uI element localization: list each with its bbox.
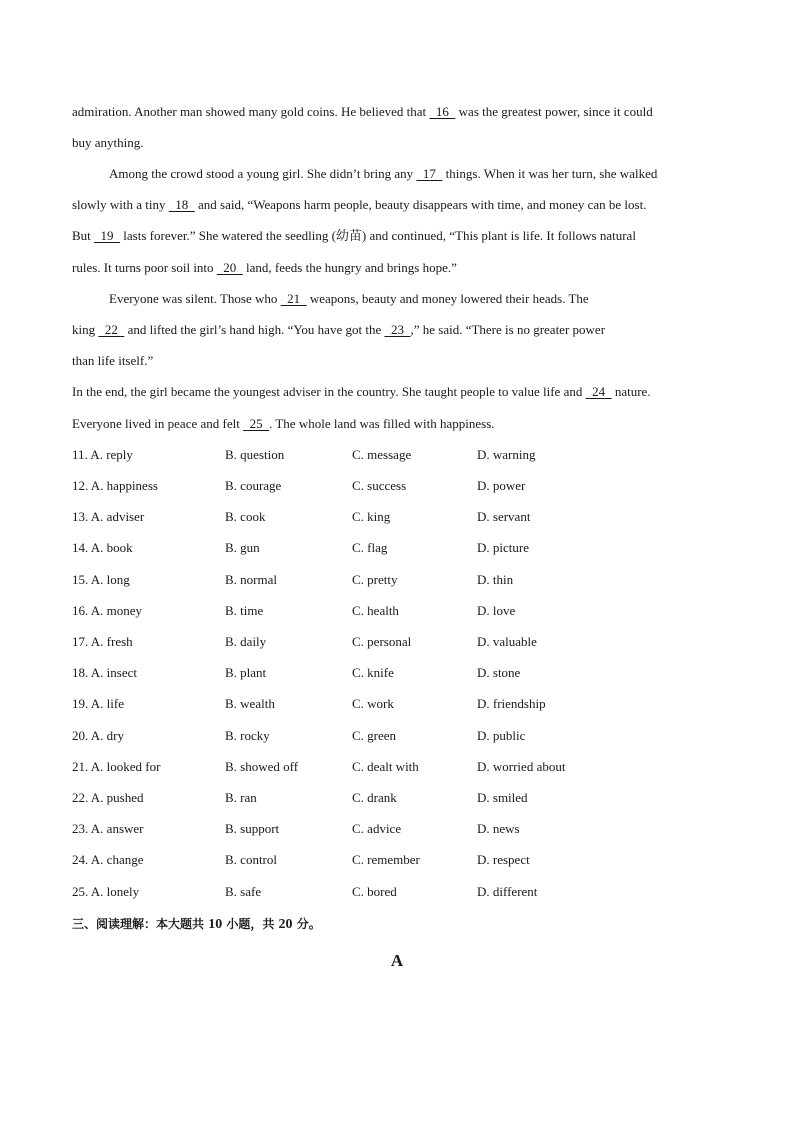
- passage-line: [72, 102, 732, 122]
- option-c: C. success: [352, 478, 407, 493]
- option-b: B. showed off: [225, 759, 299, 774]
- option-c: C. flag: [352, 540, 388, 555]
- option-b: B. safe: [225, 884, 262, 899]
- option-d: D. servant: [477, 509, 531, 524]
- passage-text: and said, “Weapons harm people, beauty disappears with time, and money can be lost.: [194, 197, 647, 212]
- section-heading-text: 分。: [292, 917, 321, 931]
- question-row: [72, 538, 732, 558]
- option-c: C. bored: [352, 884, 397, 899]
- passage-text: weapons, beauty and money lowered their heads. The: [306, 291, 589, 306]
- option-d: D. public: [477, 728, 526, 743]
- question-row: [72, 882, 732, 902]
- passage-text: But: [72, 228, 95, 243]
- question-row: [72, 819, 732, 839]
- question-row: [72, 601, 732, 621]
- passage-text: . The whole land was filled with happiness.: [269, 416, 495, 431]
- option-b: B. control: [225, 852, 277, 867]
- option-b: B. plant: [225, 665, 267, 680]
- passage-line: [72, 133, 732, 153]
- option-b: B. ran: [225, 790, 257, 805]
- passage-text: Among the crowd stood a young girl. She didn’t bring any: [109, 166, 417, 181]
- passage-text: Everyone lived in peace and felt: [72, 416, 244, 431]
- option-c: C. remember: [352, 852, 420, 867]
- part-label: A: [390, 951, 404, 970]
- option-c: C. knife: [352, 665, 394, 680]
- question-row: [72, 788, 732, 808]
- section-heading-text: 小题，共: [222, 917, 279, 931]
- option-d: D. smiled: [477, 790, 528, 805]
- option-a: 17. A. fresh: [72, 634, 133, 649]
- question-row: [72, 663, 732, 683]
- option-c: C. green: [352, 728, 397, 743]
- passage-line: [72, 226, 732, 246]
- option-d: D. valuable: [477, 634, 537, 649]
- option-b: B. cook: [225, 509, 266, 524]
- option-d: D. love: [477, 603, 516, 618]
- option-b: B. wealth: [225, 696, 275, 711]
- question-row: [72, 726, 732, 746]
- option-c: C. personal: [352, 634, 412, 649]
- blank-23: 23: [384, 322, 411, 337]
- option-c: C. work: [352, 696, 394, 711]
- option-b: B. courage: [225, 478, 282, 493]
- option-b: B. support: [225, 821, 280, 836]
- option-d: D. respect: [477, 852, 530, 867]
- passage-text: Everyone was silent. Those who: [109, 291, 281, 306]
- option-d: D. stone: [477, 665, 521, 680]
- passage-line: [72, 414, 732, 434]
- blank-20: 20: [216, 260, 243, 275]
- blank-17: 17: [416, 166, 443, 181]
- section-heading: [72, 914, 321, 935]
- option-b: B. gun: [225, 540, 260, 555]
- question-row: [72, 850, 732, 870]
- option-c: C. king: [352, 509, 391, 524]
- option-b: B. question: [225, 447, 285, 462]
- passage-line: [72, 195, 732, 215]
- option-b: B. time: [225, 603, 264, 618]
- option-c: C. drank: [352, 790, 397, 805]
- passage-text: than life itself.”: [72, 353, 154, 368]
- option-c: C. health: [352, 603, 399, 618]
- option-c: C. message: [352, 447, 412, 462]
- passage-text: nature.: [611, 384, 651, 399]
- question-row: [72, 632, 732, 652]
- blank-25: 25: [243, 416, 270, 431]
- blank-22: 22: [98, 322, 125, 337]
- passage-text: king: [72, 322, 99, 337]
- passage-text: lasts forever.” She watered the seedling (幼苗) and continued, “This plant is life. It follows natural: [120, 228, 636, 243]
- option-d: D. picture: [477, 540, 529, 555]
- option-d: D. thin: [477, 572, 514, 587]
- blank-18: 18: [168, 197, 195, 212]
- passage-text: land, feeds the hungry and brings hope.”: [242, 260, 457, 275]
- question-row: [72, 570, 732, 590]
- option-a: 21. A. looked for: [72, 759, 161, 774]
- passage-text: was the greatest power, since it could: [455, 104, 653, 119]
- question-row: [72, 694, 732, 714]
- option-b: B. daily: [225, 634, 267, 649]
- option-c: C. pretty: [352, 572, 398, 587]
- blank-19: 19: [94, 228, 121, 243]
- passage-line: [72, 382, 732, 402]
- option-d: D. worried about: [477, 759, 566, 774]
- option-d: D. power: [477, 478, 526, 493]
- option-a: 20. A. dry: [72, 728, 124, 743]
- blank-24: 24: [585, 384, 612, 399]
- question-row: [72, 757, 732, 777]
- passage-text: admiration. Another man showed many gold coins. He believed that: [72, 104, 430, 119]
- passage-text: rules. It turns poor soil into: [72, 260, 217, 275]
- option-a: 13. A. adviser: [72, 509, 145, 524]
- passage-text: ,” he said. “There is no greater power: [410, 322, 606, 337]
- section-heading-text: 三、阅读理解：本大题共: [72, 917, 209, 931]
- option-a: 25. A. lonely: [72, 884, 140, 899]
- passage-line: [109, 289, 732, 309]
- question-row: [72, 445, 732, 465]
- passage-line: [72, 258, 732, 278]
- passage-text: and lifted the girl’s hand high. “You have got the: [124, 322, 385, 337]
- option-d: D. warning: [477, 447, 536, 462]
- option-a: 15. A. long: [72, 572, 130, 587]
- blank-21: 21: [280, 291, 307, 306]
- option-b: B. normal: [225, 572, 277, 587]
- question-row: [72, 507, 732, 527]
- option-a: 11. A. reply: [72, 447, 133, 462]
- option-a: 19. A. life: [72, 696, 124, 711]
- option-a: 12. A. happiness: [72, 478, 158, 493]
- passage-line: [109, 164, 732, 184]
- passage-text: buy anything.: [72, 135, 144, 150]
- passage-text: things. When it was her turn, she walked: [442, 166, 658, 181]
- passage-line: [72, 320, 732, 340]
- passage-text: In the end, the girl became the youngest adviser in the country. She taught people to value life and: [72, 384, 586, 399]
- option-a: 14. A. book: [72, 540, 133, 555]
- option-c: C. advice: [352, 821, 402, 836]
- option-a: 23. A. answer: [72, 821, 144, 836]
- option-b: B. rocky: [225, 728, 270, 743]
- score-total: 20: [278, 917, 293, 932]
- option-d: D. friendship: [477, 696, 546, 711]
- option-a: 22. A. pushed: [72, 790, 144, 805]
- option-c: C. dealt with: [352, 759, 419, 774]
- option-a: 24. A. change: [72, 852, 144, 867]
- option-d: D. news: [477, 821, 520, 836]
- option-d: D. different: [477, 884, 538, 899]
- question-count: 10: [208, 917, 223, 932]
- passage-line: [72, 351, 732, 371]
- blank-16: 16: [429, 104, 456, 119]
- question-row: [72, 476, 732, 496]
- passage-text: slowly with a tiny: [72, 197, 169, 212]
- option-a: 18. A. insect: [72, 665, 137, 680]
- option-a: 16. A. money: [72, 603, 143, 618]
